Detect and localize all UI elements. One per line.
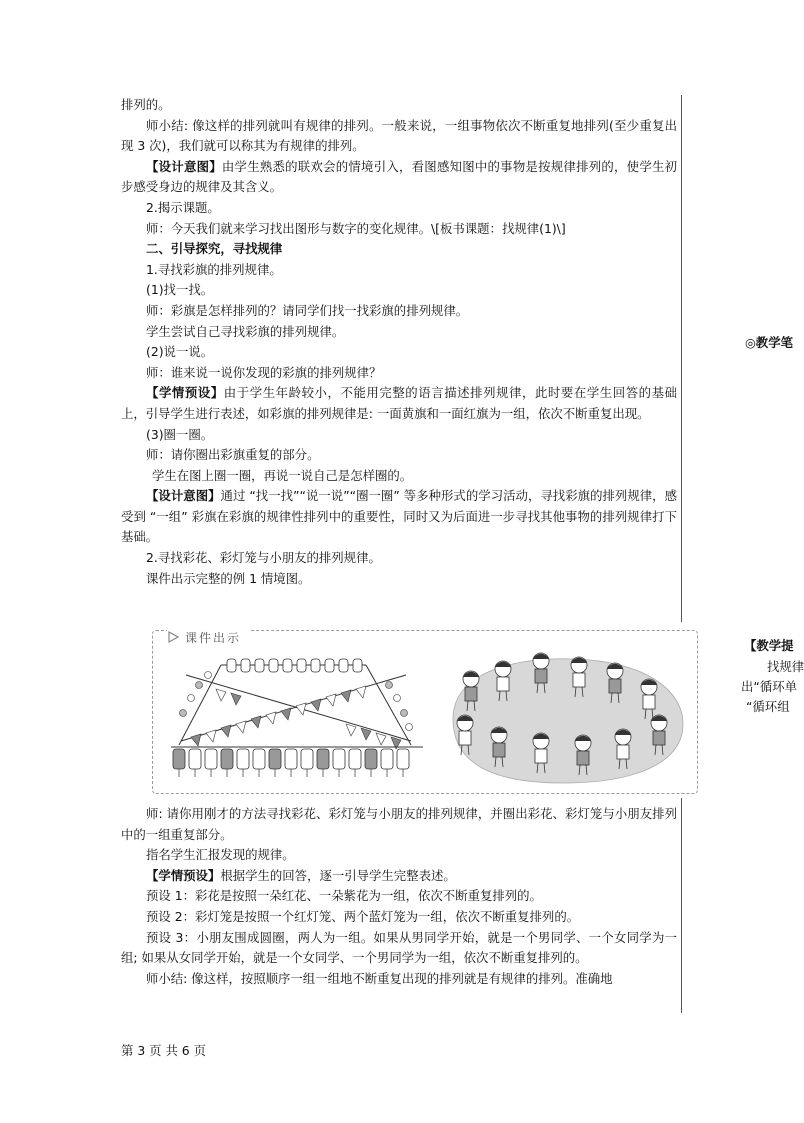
sidebar-note-text: 出“循环单	[741, 679, 797, 694]
margin-divider	[681, 798, 682, 1013]
sidebar-note-heading: ◎教学笔	[745, 335, 793, 350]
paragraph: (2)说一说。	[146, 344, 214, 360]
paragraph: 师小结: 像这样，按照顺序一组一组地不断重复出现的排列就是有规律的排列。准确地	[146, 970, 613, 986]
paragraph: 师：今天我们就来学习找出图形与数字的变化规律。\[板书课题：找规律(1)\]	[146, 220, 566, 236]
paragraph: 预设 1：彩花是按照一朵红花、一朵紫花为一组，依次不断重复排列的。	[146, 888, 542, 904]
design-intent-label: 【设计意图】	[146, 158, 222, 174]
situation-preset-label: 【学情预设】	[146, 385, 224, 401]
festival-decoration-illustration	[161, 653, 433, 785]
children-circle-dance-illustration	[443, 649, 691, 787]
sidebar-note-heading: 【教学提	[744, 638, 794, 653]
paragraph: 师小结: 像这样的排列就叫有规律的排列。一般来说，一组事物依次不断重复地排列(至少重复出现 3 次)，我们就可以称其为有规律的排列。	[121, 117, 677, 154]
paragraph: (3)圈一圈。	[146, 426, 214, 442]
paragraph: 课件出示完整的例 1 情境图。	[146, 570, 311, 586]
section-heading: 二、引导探究，寻找规律	[146, 241, 283, 257]
paragraph-text: 根据学生的回答，逐一引导学生完整表述。	[220, 867, 456, 883]
paragraph: 排列的。	[121, 97, 171, 112]
main-text-column-lower	[121, 804, 677, 989]
paragraph: 2.寻找彩花、彩灯笼与小朋友的排列规律。	[146, 550, 381, 566]
figure-tag	[167, 628, 249, 648]
figure-label: 课件出示	[185, 631, 242, 645]
paragraph: 师: 请你用刚才的方法寻找彩花、彩灯笼与小朋友的排列规律，并圈出彩花、彩灯笼与小朋友排列中的一组重复部分。	[121, 806, 677, 842]
sidebar-note-text: “循环组	[746, 699, 790, 714]
arrow-icon	[167, 630, 181, 644]
paragraph: 预设 3：小朋友围成圆圈，两人为一组。如果从男同学开始，就是一个男同学、一个女同学为一组; 如果从女同学开始，就是一个女同学、一个男同学为一组，依次不断重复排列的。	[121, 929, 677, 966]
paragraph: (1)找一找。	[146, 282, 214, 298]
paragraph: 2.揭示课题。	[146, 199, 220, 215]
paragraph: 师：谁来说一说你发现的彩旗的排列规律？	[146, 364, 382, 380]
paragraph-text: 由学生熟悉的联欢会的情境引入，看图感知图中的事物是按规律排列的，使学生初步感受身边的规律及其含义。	[121, 158, 678, 195]
paragraph: 师：请你圈出彩旗重复的部分。	[146, 447, 320, 463]
paragraph-text: 由于学生年龄较小，不能用完整的语言描述排列规律，此时要在学生回答的基础上，引导学生进行表述，如彩旗的排列规律是: 一面黄旗和一面红旗为一组，依次不断重复出现。	[121, 385, 678, 421]
paragraph: 师：彩旗是怎样排列的？请同学们找一找彩旗的排列规律。	[146, 302, 469, 318]
paragraph: 学生尝试自己寻找彩旗的排列规律。	[146, 323, 345, 339]
courseware-figure	[152, 630, 698, 794]
paragraph: 指名学生汇报发现的规律。	[146, 847, 295, 863]
paragraph: 预设 2：彩灯笼是按照一个红灯笼、两个蓝灯笼为一组，依次不断重复排列的。	[146, 908, 580, 924]
paragraph-text: 通过 “找一找”“说一说”“圈一圈” 等多种形式的学习活动，寻找彩旗的排列规律，感受到 “一组” 彩旗在彩旗的规律性排列中的重要性，同时又为后面进一步寻找其他事物的排列规律打下基础。	[121, 488, 677, 545]
sidebar-note-text: 找规律	[767, 659, 804, 674]
page-number: 第 3 页 共 6 页	[121, 1043, 207, 1058]
situation-preset-label: 【学情预设】	[146, 867, 221, 883]
design-intent-label: 【设计意图】	[146, 488, 221, 504]
main-text-column	[121, 95, 677, 589]
paragraph: 学生在图上圈一圈，再说一说自己是怎样圈的。	[152, 467, 413, 483]
paragraph: 1.寻找彩旗的排列规律。	[146, 261, 282, 277]
margin-divider	[681, 95, 682, 622]
